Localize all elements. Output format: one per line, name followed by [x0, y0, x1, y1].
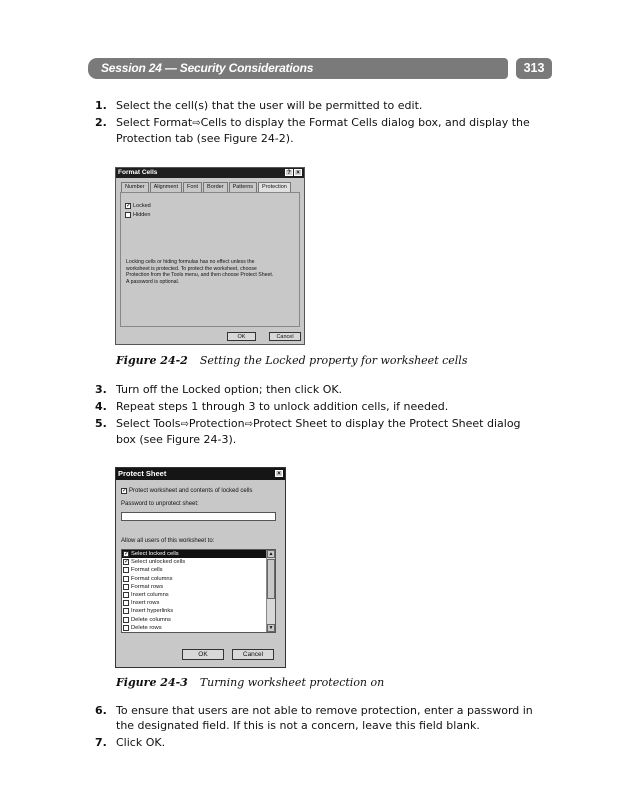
step-1: 1. Select the cell(s) that the user will be permitted to edit.	[95, 99, 423, 112]
ok-button[interactable]: OK	[227, 332, 256, 341]
permissions-list	[121, 549, 276, 633]
dialog-title-bar: Format Cells ? ×	[116, 168, 304, 178]
figure-caption-24-3: Figure 24-3 Turning worksheet protection on	[116, 676, 385, 689]
list-item[interactable]: ✓ Select locked cells	[122, 550, 275, 558]
list-item[interactable]: Insert columns	[122, 591, 275, 599]
list-item[interactable]: Format cells	[122, 566, 275, 574]
menu-arrow-icon: ⇨	[180, 419, 189, 430]
tab-number[interactable]: Number	[121, 182, 149, 192]
scroll-thumb[interactable]	[267, 559, 275, 599]
tab-font[interactable]: Font	[183, 182, 202, 192]
tab-protection[interactable]: Protection	[258, 182, 291, 192]
step-7: 7. Click OK.	[95, 736, 166, 749]
cancel-button[interactable]: Cancel	[232, 649, 274, 660]
step-5: 5. Select Tools⇨Protection⇨Protect Sheet to display the Protect Sheet dialog box (see Figure 24-3).	[95, 417, 521, 446]
format-cells-dialog	[115, 167, 305, 345]
item-checkbox[interactable]	[123, 617, 129, 623]
cancel-button[interactable]: Cancel	[269, 332, 301, 341]
list-item[interactable]: Format columns	[122, 575, 275, 583]
page-number: 313	[516, 58, 552, 79]
protect-sheet-dialog	[115, 467, 286, 668]
password-input[interactable]	[121, 512, 276, 521]
step-4: 4. Repeat steps 1 through 3 to unlock addition cells, if needed.	[95, 400, 449, 413]
hidden-option[interactable]: Hidden	[125, 212, 150, 218]
menu-arrow-icon: ⇨	[192, 118, 201, 129]
password-label: Password to unprotect sheet:	[121, 501, 199, 507]
list-scrollbar[interactable]	[266, 550, 275, 632]
ok-button[interactable]: OK	[182, 649, 224, 660]
item-checkbox[interactable]	[123, 592, 129, 598]
list-item[interactable]: Insert rows	[122, 599, 275, 607]
list-item[interactable]: Delete rows	[122, 624, 275, 632]
protection-note: Locking cells or hiding formulas has no effect unless the worksheet is protected. To protect the worksheet, choose Protection from the Tools menu, and then choose Protect Sheet. A password is optional.	[126, 259, 274, 285]
item-checkbox[interactable]	[123, 600, 129, 606]
item-checkbox[interactable]	[123, 567, 129, 573]
hidden-checkbox[interactable]	[125, 212, 131, 218]
list-item[interactable]: ✓ Select unlocked cells	[124, 559, 186, 566]
step-2: 2. Select Format⇨Cells to display the Format Cells dialog box, and display the Protection tab (see Figure 24-2).	[95, 116, 530, 145]
scroll-down-icon[interactable]: ▼	[268, 625, 274, 631]
tab-patterns[interactable]: Patterns	[229, 182, 257, 192]
item-checkbox[interactable]	[123, 625, 129, 631]
tab-strip	[121, 182, 292, 192]
item-checkbox[interactable]	[123, 576, 129, 582]
protect-contents-checkbox[interactable]: ✓	[122, 488, 128, 494]
dialog-title-bar: Protect Sheet ×	[116, 468, 285, 480]
item-checkbox[interactable]: ✓	[124, 551, 130, 558]
running-head: Session 24 — Security Considerations	[101, 61, 314, 75]
figure-caption-24-2: Figure 24-2 Setting the Locked property for worksheet cells	[116, 354, 468, 367]
close-button[interactable]: ×	[275, 470, 283, 477]
step-3: 3. Turn off the Locked option; then click OK.	[95, 383, 343, 396]
item-checkbox[interactable]: ✓	[124, 559, 130, 566]
list-item[interactable]: Format rows	[122, 583, 275, 591]
allow-label: Allow all users of this worksheet to:	[121, 538, 215, 544]
protect-contents-option[interactable]: ✓ Protect worksheet and contents of locked cells	[122, 488, 253, 494]
locked-option[interactable]: ✓ Locked	[126, 203, 151, 209]
close-button[interactable]: ×	[294, 169, 302, 176]
locked-checkbox[interactable]: ✓	[126, 203, 132, 209]
scroll-up-icon[interactable]: ▲	[268, 551, 274, 557]
tab-alignment[interactable]: Alignment	[150, 182, 182, 192]
menu-arrow-icon: ⇨	[244, 419, 253, 430]
item-checkbox[interactable]	[123, 608, 129, 614]
list-item[interactable]: Insert hyperlinks	[122, 607, 275, 615]
item-checkbox[interactable]	[123, 584, 129, 590]
list-item[interactable]: Delete columns	[122, 616, 275, 624]
help-button[interactable]: ?	[285, 169, 293, 176]
tab-border[interactable]: Border	[203, 182, 228, 192]
step-6: 6. To ensure that users are not able to remove protection, enter a password in the designated field. If this is not a concern, leave this field blank.	[95, 704, 533, 732]
protection-panel	[120, 192, 300, 327]
